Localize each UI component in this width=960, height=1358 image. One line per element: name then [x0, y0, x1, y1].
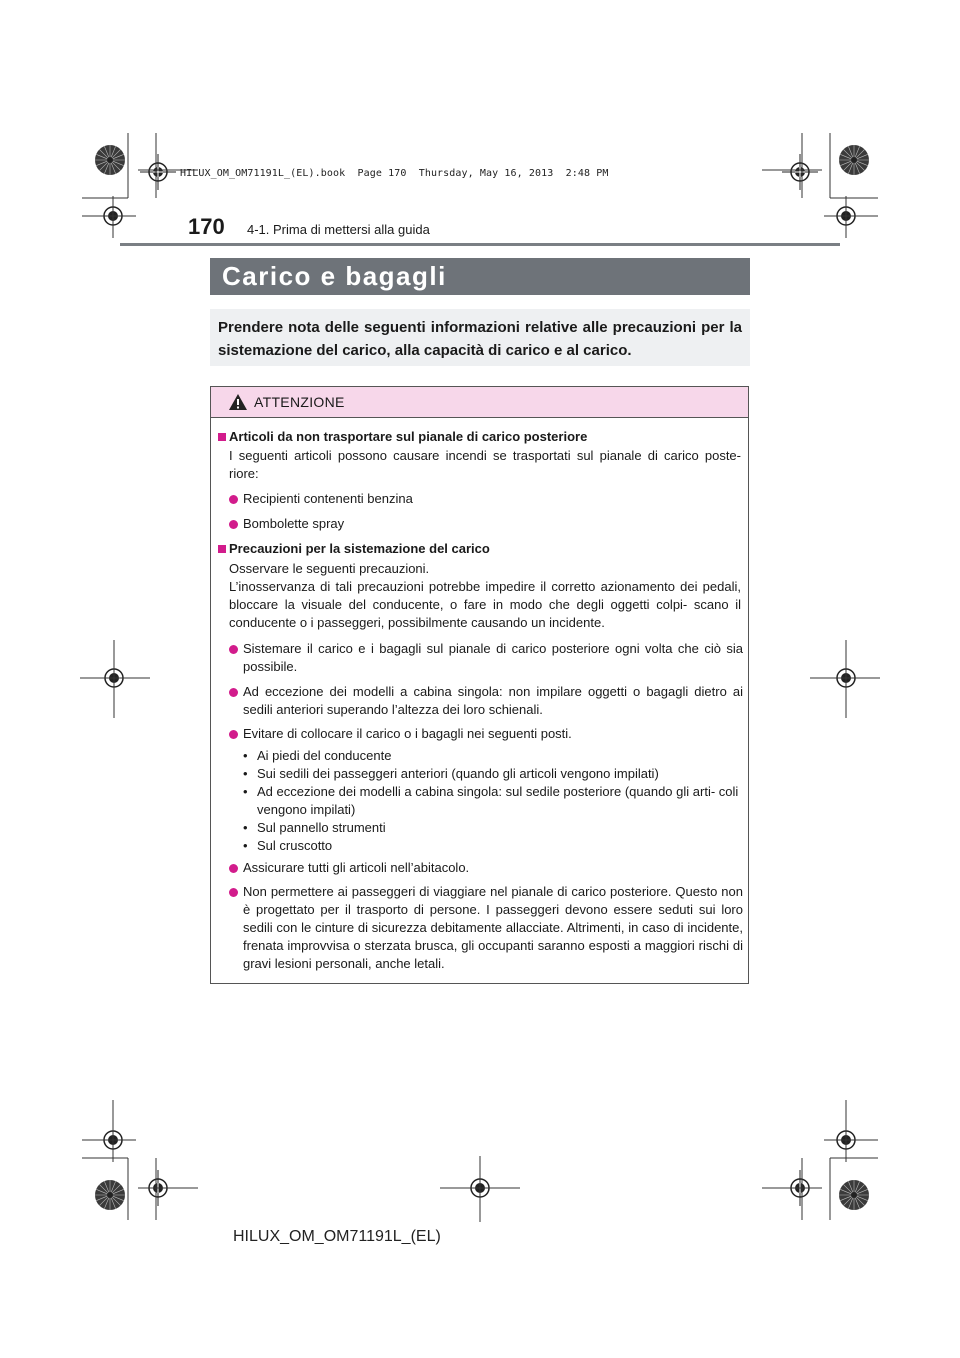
- file-stamp: HILUX_OM_OM71191L_(EL).book Page 170 Thursday, May 16, 2013 2:48 PM: [180, 168, 609, 179]
- subitem-bullet: •: [243, 766, 248, 781]
- bullet-dot: [229, 730, 238, 739]
- section2-item: Ad eccezione dei modelli a cabina singola: non impilare oggetti o bagagli dietro ai sedili anteriori superando l’altezza dei loro schienali.: [243, 684, 743, 717]
- section1-item: Recipienti contenenti benzina: [243, 491, 413, 506]
- subitem-bullet: •: [243, 748, 248, 763]
- section2-item: Assicurare tutti gli articoli nell’abitacolo.: [243, 860, 470, 875]
- section-label: 4-1. Prima di mettersi alla guida: [247, 222, 430, 237]
- section1-item: Bombolette spray: [243, 516, 345, 531]
- subitem-bullet: •: [243, 838, 248, 853]
- subitem-bullet: •: [243, 820, 248, 835]
- bullet-dot: [229, 888, 238, 897]
- intro-text: Prendere nota delle seguenti informazioni relative alle precauzioni per la sistemazione del carico, alla capacità di carico e al carico.: [218, 319, 742, 359]
- page-title: Carico e bagagli: [222, 261, 447, 291]
- subitem: Ai piedi del conducente: [257, 748, 392, 763]
- section2-body2: L’inosservanza di tali precauzioni potrebbe impedire il corretto azionamento dei pedali, bloccare la visuale del conducente, o fare in modo che degli oggetti colpi- scano il conducente o i passeggeri, possibilmente causando un incidente.: [229, 579, 741, 630]
- header-rule: [120, 243, 840, 246]
- bullet-dot: [229, 688, 238, 697]
- footer-code: HILUX_OM_OM71191L_(EL): [233, 1228, 441, 1245]
- section2-item: Evitare di collocare il carico o i bagagli nei seguenti posti.: [243, 726, 572, 741]
- section1-heading: Articoli da non trasportare sul pianale di carico posteriore: [229, 429, 588, 444]
- section-bullet-square: [218, 545, 226, 553]
- title-bar: [210, 258, 750, 295]
- section-bullet-square: [218, 433, 226, 441]
- subitem: Sui sedili dei passeggeri anteriori (quando gli articoli vengono impilati): [257, 766, 659, 781]
- warning-header: [211, 387, 748, 418]
- subitem-bullet: •: [243, 784, 248, 799]
- section1-body: I seguenti articoli possono causare incendi se trasportati sul pianale di carico poste- riore:: [229, 448, 741, 481]
- subitem: Ad eccezione dei modelli a cabina singola: sul sedile posteriore (quando gli arti- coli vengono impilati): [257, 784, 739, 817]
- section2-item: Non permettere ai passeggeri di viaggiare nel pianale di carico posteriore. Questo non è progettato per il trasporto di persone. I passeggeri devono essere seduti sui loro sedili con le cinture di sicurezza debitamente allacciate. Altrimenti, in caso di incidente, frenata improvvisa o sterzata brusca, gli occupanti saranno esposti a maggiori rischi di gravi lesioni personali, anche letali.: [243, 884, 743, 971]
- page-number: 170: [188, 214, 225, 239]
- warning-title: ATTENZIONE: [254, 394, 345, 410]
- bullet-dot: [229, 645, 238, 654]
- subitem: Sul cruscotto: [257, 838, 333, 853]
- section2-item: Sistemare il carico e i bagagli sul pianale di carico posteriore ogni volta che ciò sia possibile.: [243, 641, 743, 674]
- warning-box: [210, 386, 749, 984]
- warning-triangle-icon: [228, 393, 248, 411]
- bullet-dot: [229, 520, 238, 529]
- bullet-dot: [229, 864, 238, 873]
- subitem: Sul pannello strumenti: [257, 820, 386, 835]
- bullet-dot: [229, 495, 238, 504]
- section2-body1: Osservare le seguenti precauzioni.: [229, 561, 430, 576]
- section2-heading: Precauzioni per la sistemazione del carico: [229, 541, 490, 556]
- intro-box: [210, 309, 750, 366]
